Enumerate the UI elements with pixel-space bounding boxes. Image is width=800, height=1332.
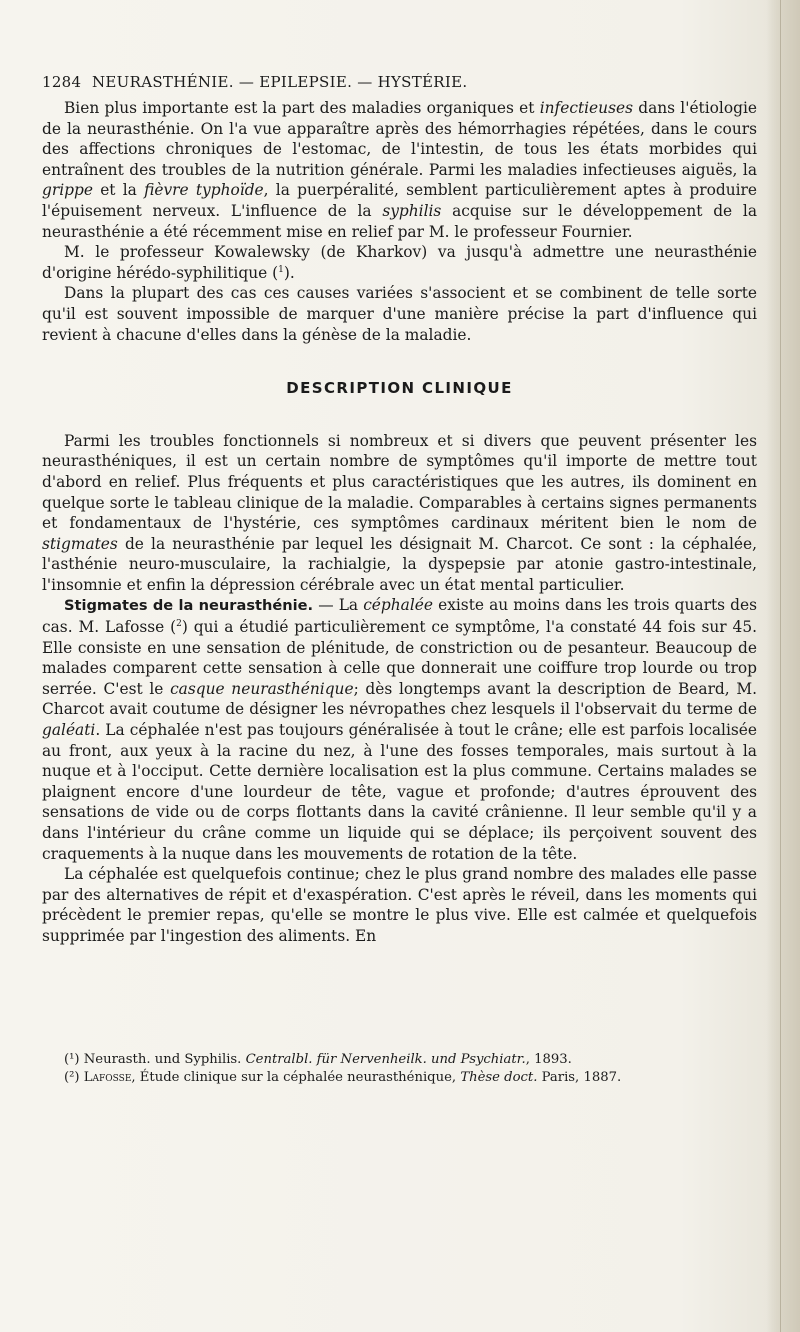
body-text <box>42 98 757 947</box>
binding-seam <box>780 0 781 1332</box>
footnote-2 <box>42 1069 757 1087</box>
text-run: ) qui a étudié particulièrement ce symptôme, l'a constaté 44 fois sur 45. Elle consiste en une sensation de plénitude, de constriction ou de pesanteur. Beaucoup de malades comparent cette sensation à celle que donnerait une coiffure trop lourde ou trop serrée. C'est le <box>42 618 758 698</box>
text-run: ; dès longtemps avant la description de Beard, M. Charcot avait coutume de désigner les névropathes chez lesquels il l'observait du terme de <box>42 679 758 719</box>
text-run: existe au moins dans les trois quarts des cas. M. Lafosse ( <box>42 596 757 637</box>
text-run: , Étude clinique sur la céphalée neurasthénique, <box>131 1070 461 1085</box>
paragraph-etiology <box>42 98 757 242</box>
emphasis: Centralbl. für Nervenheilk. und Psychiatr. <box>245 1052 526 1067</box>
text-run: M. le professeur Kowalewsky (de Kharkov) va jusqu'à admettre une neurasthénie d'origine hérédo-syphilitique ( <box>42 243 757 282</box>
text-run: dans l'étiologie de la neurasthénie. On l'a vue apparaître après des hémorrhagies répétées, dans le cours des affections chroniques de l'estomac, de l'intestin, de tous les états morbides qui entraînent des troubles de la nutrition générale. Parmi les maladies infectieuses aiguës, la <box>42 99 758 179</box>
text-run: Bien plus importante est la part des maladies organiques et <box>64 99 540 117</box>
paragraph-cephalee-course: La céphalée est quelquefois continue; chez le plus grand nombre des malades elle passe par des alternatives de répit et d'exaspération. C'est après le réveil, dans les moments qui précèdent le premier repas, qu'elle se montre le plus vive. Elle est calmée et quelquefois supprimée par l'ingestion des aliments. En <box>42 865 757 945</box>
text-run: de la neurasthénie par lequel les désignait M. Charcot. Ce sont : la céphalée, l'asthénie neuro-musculaire, la rachialgie, la dyspepsie par atonie gastro-intestinale, l'insomnie et enfin la dépression cérébrale avec un état mental particulier. <box>42 534 757 594</box>
footnotes <box>42 1051 757 1087</box>
author-name: Lafosse <box>83 1070 132 1085</box>
footnote-ref-1[interactable]: 1 <box>278 264 284 275</box>
text-run: Paris, 1887. <box>537 1070 622 1085</box>
emphasis: Thèse doct. <box>460 1070 538 1085</box>
page-number: 1284 <box>42 73 82 91</box>
emphasis: galéati <box>42 721 96 740</box>
emphasis: céphalée <box>363 596 433 615</box>
emphasis: casque neurasthénique <box>170 679 354 698</box>
footnote-mark: (¹) <box>64 1052 80 1067</box>
footnote-1 <box>42 1051 757 1069</box>
paragraph-stigmata-intro <box>42 431 757 596</box>
running-header <box>42 73 762 95</box>
text-run: . La céphalée n'est pas toujours généralisée à tout le crâne; elle est parfois localisée au front, aux yeux à la racine du nez, à l'une des fosses temporales, mais surtout à la nuque et à l'occiput. Cette dernière localisation est la plus commune. Certains malades se plaignent encore d'une lourdeur de tête, vague et profonde; d'autres éprouvent des sensations de vide ou de corps flottants dans la cavité crânienne. Il leur semble qu'il y a dans l'intérieur du crâne comme un liquide qui se déplace; ils perçoivent souvent des craquements à la nuque dans les mouvements de rotation de la tête. <box>42 721 757 863</box>
running-title: NEURASTHÉNIE. — EPILEPSIE. — HYSTÉRIE. <box>92 73 468 91</box>
text-run: ). <box>283 263 295 282</box>
text-run: Parmi les troubles fonctionnels si nombreux et si divers que peuvent présenter les neurasthéniques, il est un certain nombre de symptômes qu'il importe de mettre tout d'abord en relief. Plus fréquents et plus caractéristiques que les autres, ils dominent en quelque sorte le tableau clinique de la maladie. Comparables à certains signes permanents et fondamentaux de l'hystérie, ces symptômes cardinaux méritent bien le nom de <box>42 431 757 533</box>
text-run: et la <box>92 181 145 200</box>
section-heading: DESCRIPTION CLINIQUE <box>286 379 513 398</box>
paragraph-cephalee <box>42 595 757 864</box>
run-in-heading: Stigmates de la neurasthénie. <box>64 597 314 615</box>
footnote-ref-2[interactable]: 2 <box>176 618 182 629</box>
emphasis: grippe <box>42 181 93 200</box>
emphasis: syphilis <box>382 201 442 220</box>
emphasis: fièvre typhoïde <box>144 181 264 200</box>
text-run: Neurasth. und Syphilis. <box>79 1052 246 1067</box>
emphasis: infectieuses <box>539 99 633 117</box>
text-run: acquise sur le développement de la neurasthénie a été récemment mise en relief par M. le professeur Fournier. <box>42 201 757 241</box>
adjacent-page-edge <box>766 0 800 1332</box>
paragraph-kowalewsky <box>42 242 757 283</box>
footnote-mark: (²) <box>64 1070 80 1085</box>
text-run: , 1893. <box>525 1052 572 1067</box>
text-run: — La <box>313 596 364 615</box>
emphasis: stigmates <box>42 534 118 553</box>
text-run: , la puerpéralité, semblent particulièrement aptes à produire l'épuisement nerveux. L'influence de la <box>42 181 757 220</box>
paragraph-causes: Dans la plupart des cas ces causes variées s'associent et se combinent de telle sorte qu'il est souvent impossible de marquer d'une manière précise la part d'influence qui revient à chacune d'elles dans la génèse de la maladie. <box>42 284 757 344</box>
